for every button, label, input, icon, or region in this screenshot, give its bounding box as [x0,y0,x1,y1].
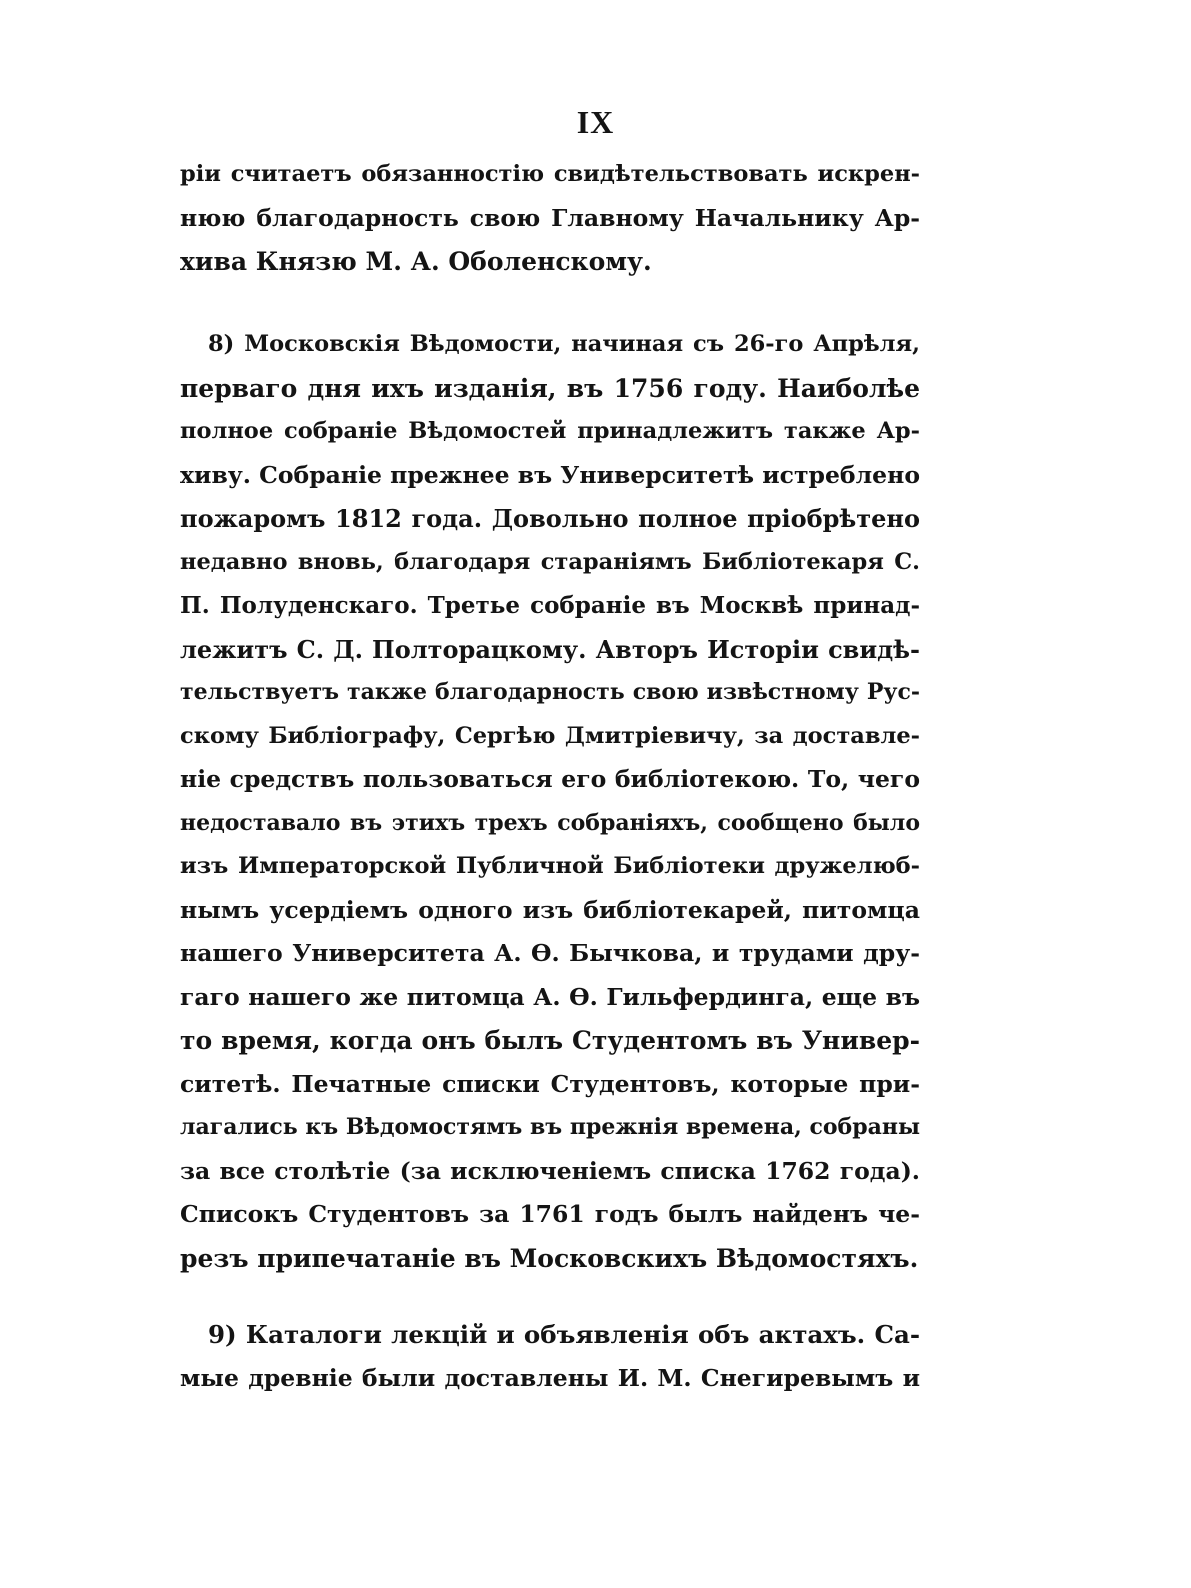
text-line: ніе средствъ пользоваться его библіотекою. То, чего [180,765,920,793]
text-line: перваго дня ихъ изданія, въ 1756 году. Наиболѣе [180,373,920,403]
text-line: то время, когда онъ былъ Студентомъ въ Универ- [180,1026,920,1055]
text-line: хиву. Собраніе прежнее въ Университетѣ истреблено [180,460,920,489]
text-line: ситетѣ. Печатные списки Студентовъ, которые при- [180,1069,920,1098]
paragraph-item-8 [180,323,920,1280]
text-line: мые древніе были доставлены И. М. Снегиревымъ и [180,1363,920,1392]
text-line: недоставало въ этихъ трехъ собраніяхъ, сообщено было [180,809,920,836]
text-line: ріи считаетъ обязанностію свидѣтельствовать искрен- [180,161,920,187]
text-line: Списокъ Студентовъ за 1761 годъ былъ найденъ че- [180,1200,920,1228]
text-line: нымъ усердіемъ одного изъ библіотекарей, питомца [180,895,920,924]
text-line: хива Князю М. А. Оболенскому. [180,247,652,276]
paragraph-item-9 [180,1313,920,1400]
text-line: изъ Императорской Публичной Библіотеки дружелюб- [180,853,920,879]
paragraph-continuation [180,153,920,284]
text-line: лежитъ С. Д. Полторацкому. Авторъ Исторіи свидѣ- [180,634,920,664]
text-line: за все столѣтіе (за исключеніемъ списка 1762 года). [180,1156,920,1185]
text-line: пожаромъ 1812 года. Довольно полное пріобрѣтено [180,504,920,533]
text-line: недавно вновь, благодаря стараніямъ Библіотекаря С. [180,548,920,575]
text-line: гаго нашего же питомца А. Ѳ. Гильфердинга, еще въ [180,982,920,1011]
text-line: тельствуетъ также благодарность свою извѣстному Рус- [180,679,920,705]
text-line: полное собраніе Вѣдомостей принадлежитъ также Ар- [180,418,920,444]
text-line: нашего Университета А. Ѳ. Бычкова, и трудами дру- [180,939,920,967]
text-line: лагались къ Вѣдомостямъ въ прежнія времена, собраны [180,1114,920,1140]
text-line: резъ припечатаніе въ Московскихъ Вѣдомостяхъ. [180,1243,919,1273]
text-line: скому Библіографу, Сергѣю Дмитріевичу, за доставле- [180,722,920,749]
text-line: П. Полуденскаго. Третье собраніе въ Москвѣ принад- [180,592,920,619]
page-number: IX [576,104,615,140]
text-line: 9) Каталоги лекцій и объявленія объ актахъ. Са- [208,1320,920,1349]
text-line: 8) Московскія Вѣдомости, начиная съ 26-го Апрѣля, [208,331,920,357]
text-line: нюю благодарность свою Главному Начальнику Ар- [180,203,920,232]
